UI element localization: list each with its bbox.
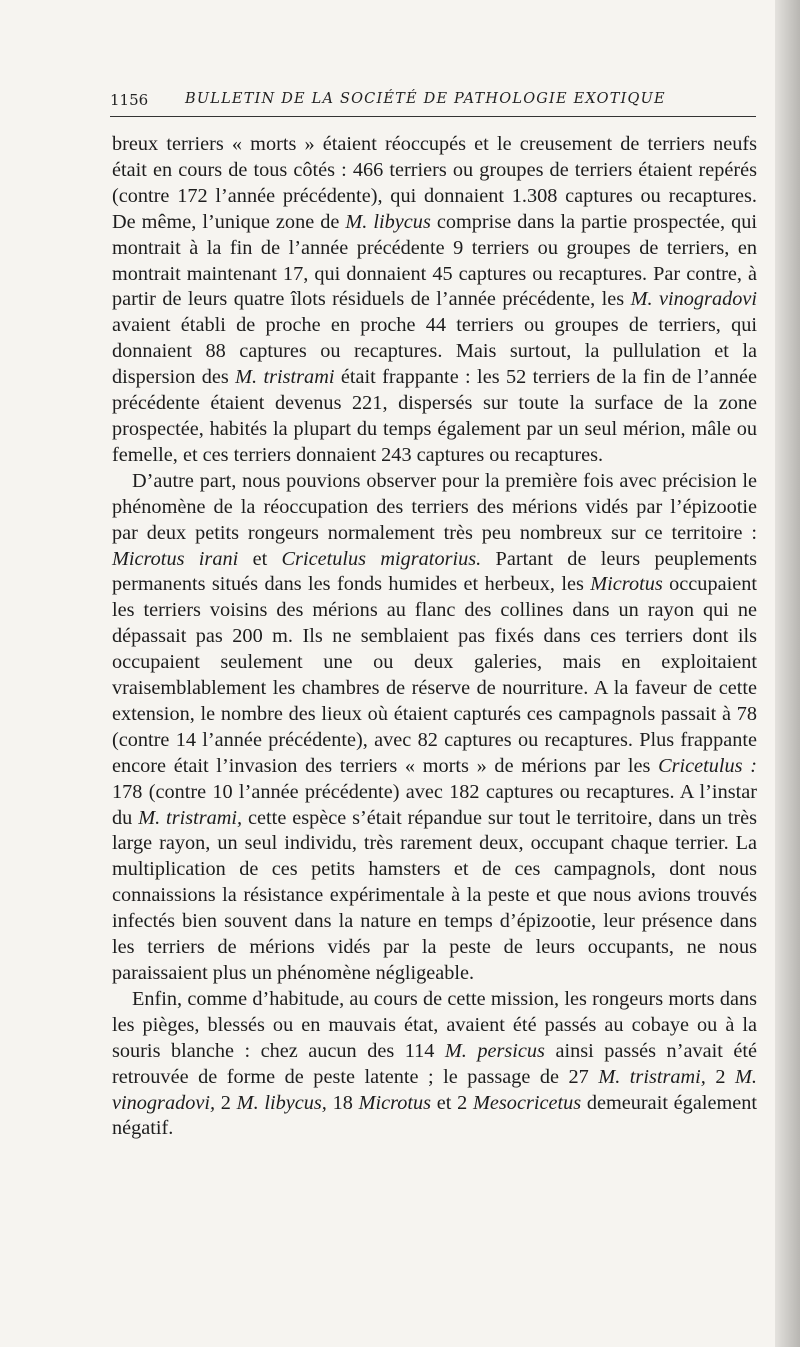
paragraph-reoccupation-counts [112, 132, 757, 469]
page-number: 1156 [110, 91, 149, 109]
species-name: M. vinogradovi [630, 288, 758, 311]
species-name: Microtus irani [112, 547, 239, 570]
species-name: M. tristrami, [138, 806, 243, 829]
text-segment: cette espèce s’était répandue sur tout le territoire, dans un très large rayon, un seul individu, très rarement deux, occupant chaque terrier. La multiplication de ces petits hamsters et de ces campagnols, dont nous connaissions la résistance expérimentale à la peste et que nous avions trouvés infectés bien souvent dans la nature en temps d’épizootie, leur présence dans les terriers de mérions vidés par la peste de leurs occupants, ne nous paraissaient plus un phénomène négligeable. [112, 806, 757, 984]
species-name: M. tristrami [235, 366, 335, 389]
species-name: M. libycus [345, 210, 431, 233]
text-segment: Partant de leurs peuplements permanents situés dans les fonds humides et herbeux, les [112, 547, 758, 596]
text-segment: demeurait également négatif. [112, 1091, 758, 1140]
page-gutter-shadow [775, 0, 800, 1347]
species-name: Microtus [590, 573, 663, 596]
text-segment: 2 [705, 1065, 736, 1088]
text-segment: Enfin, comme d’habitude, au cours de cette mission, les rongeurs morts dans les pièges, blessés ou en mauvais état, avaient été passés au cobaye ou à la souris blanche : chez aucun des 114 [112, 987, 757, 1062]
text-segment: 178 (contre 10 l’année précédente) avec 182 captures ou recaptures. A l’instar du [112, 780, 757, 829]
journal-title: BULLETIN DE LA SOCIÉTÉ DE PATHOLOGIE EXOTIQUE [185, 91, 666, 107]
text-segment: occupaient les terriers voisins des mérions au flanc des collines dans un rayon qui ne dépassait pas 200 m. Ils ne semblaient pas fixés dans ces terriers dont ils occupaient seulement une ou deux galeries, mais en exploitaient vraisemblablement les chambres de réserve de nourriture. A la faveur de cette extension, le nombre des lieux où étaient capturés ces campagnols passait à 78 (contre 14 l’année précédente), avec 82 captures ou recaptures. Plus frappante encore était l’invasion des terriers « morts » de mérions par les [112, 573, 757, 777]
text-segment: breux terriers « morts » étaient réoccupés et le creusement de terriers neufs était en cours de tous côtés : 466 terriers ou groupes de terriers étaient repérés (contre 172 l’année précédente), qui donnaient 1.308 captures ou recaptures. De même, l’unique zone de [112, 133, 757, 233]
species-name: Microtus [358, 1091, 432, 1114]
species-name: M. libycus, [236, 1091, 327, 1114]
species-name: M. persicus [444, 1039, 545, 1062]
text-segment: et 2 [431, 1091, 474, 1114]
species-name: Cricetulus migratorius. [281, 547, 482, 570]
species-name: M. tristrami, [598, 1065, 706, 1088]
text-segment: ainsi passés n’avait été retrouvée de forme de peste latente ; le passage de 27 [112, 1039, 758, 1088]
text-segment: 2 [215, 1091, 237, 1114]
running-header [110, 86, 756, 117]
text-segment: était frappante : les 52 terriers de la fin de l’année précédente étaient devenus 221, dispersés sur toute la surface de la zone prospectée, habités la plupart du temps également par un seul mérion, mâle ou femelle, et ces terriers donnaient 243 captures ou recaptures. [112, 366, 757, 466]
species-name: Mesocricetus [473, 1091, 582, 1114]
species-name: M. vinogradovi, [112, 1065, 757, 1114]
paragraph-plague-passages [112, 987, 757, 1142]
text-segment: 18 [326, 1091, 359, 1114]
text-segment: et [238, 547, 282, 570]
article-body [112, 132, 757, 1142]
species-name: Cricetulus : [658, 754, 757, 777]
text-segment: D’autre part, nous pouvions observer pour la première fois avec précision le phénomène de la réoccupation des terriers des mérions vidés par l’épizootie par deux petits rongeurs normalement très peu nombreux sur ce territoire : [112, 469, 757, 544]
text-segment: comprise dans la partie prospectée, qui montrait à la fin de l’année précédente 9 terriers ou groupes de terriers, en montrait maintenant 17, qui donnaient 45 captures ou recaptures. Par contre, à partir de leurs quatre îlots résiduels de l’année précédente, les [112, 210, 757, 311]
paragraph-small-rodents [112, 469, 757, 987]
text-segment: avaient établi de proche en proche 44 terriers ou groupes de terriers, qui donnaient 88 captures ou recaptures. Mais surtout, la pullulation et la dispersion des [112, 314, 757, 389]
